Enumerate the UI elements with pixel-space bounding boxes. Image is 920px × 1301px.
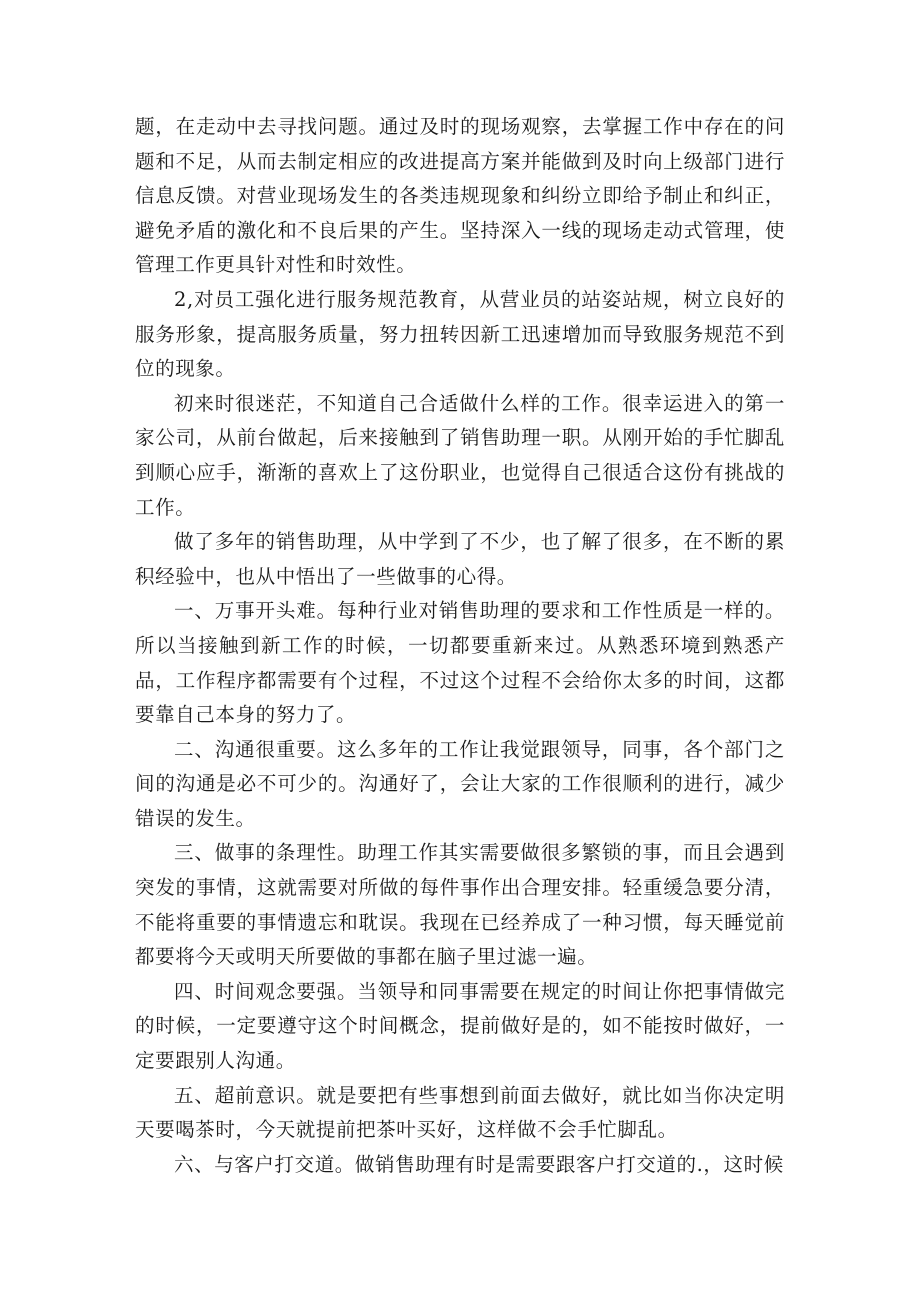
paragraph: 六、与客户打交道。做销售助理有时是需要跟客户打交道的.，这时候 (174, 1152, 784, 1176)
paragraph: 题，在走动中去寻找问题。通过及时的现场观察，去掌握工作中存在的问题和不足，从而去制定相应的改进提高方案并能做到及时向上级部门进行信息反馈。对营业现场发生的各类违规现象和纠纷立即给予制止和纠正，避免矛盾的激化和不良后果的产生。坚持深入一线的现场走动式管理，使管理工作更具针对性和时效性。 (135, 115, 785, 277)
document-body (135, 110, 785, 1182)
paragraph: 初来时很迷茫，不知道自己合适做什么样的工作。很幸运进入的第一家公司，从前台做起，后来接触到了销售助理一职。从刚开始的手忙脚乱到顺心应手，渐渐的喜欢上了这份职业，也觉得自己很适合这份有挑战的工作。 (135, 391, 785, 519)
paragraph: 一、万事开头难。每种行业对销售助理的要求和工作性质是一样的。所以当接触到新工作的时候，一切都要重新来过。从熟悉环境到熟悉产品，工作程序都需要有个过程，不过这个过程不会给你太多的时间，这都要靠自己本身的努力了。 (135, 599, 785, 727)
paragraph: 做了多年的销售助理，从中学到了不少，也了解了很多，在不断的累积经验中，也从中悟出了一些做事的心得。 (135, 530, 785, 588)
paragraph: 三、做事的条理性。助理工作其实需要做很多繁锁的事，而且会遇到突发的事情，这就需要对所做的每件事作出合理安排。轻重缓急要分清，不能将重要的事情遗忘和耽误。我现在已经养成了一种习惯，每天睡觉前都要将今天或明天所要做的事都在脑子里过滤一遍。 (135, 841, 785, 969)
paragraph: 2,对员工强化进行服务规范教育，从营业员的站姿站规，树立良好的服务形象，提高服务质量，努力扭转因新工迅速增加而导致服务规范不到位的现象。 (135, 287, 785, 381)
paragraph: 二、沟通很重要。这么多年的工作让我觉跟领导，同事，各个部门之间的沟通是必不可少的。沟通好了，会让大家的工作很顺利的进行，减少错误的发生。 (135, 737, 785, 830)
paragraph: 四、时间观念要强。当领导和同事需要在规定的时间让你把事情做完的时候，一定要遵守这个时间概念，提前做好是的，如不能按时做好，一定要跟别人沟通。 (135, 979, 785, 1073)
paragraph: 五、超前意识。就是要把有些事想到前面去做好，就比如当你决定明天要喝茶时，今天就提前把茶叶买好，这样做不会手忙脚乱。 (135, 1083, 785, 1142)
